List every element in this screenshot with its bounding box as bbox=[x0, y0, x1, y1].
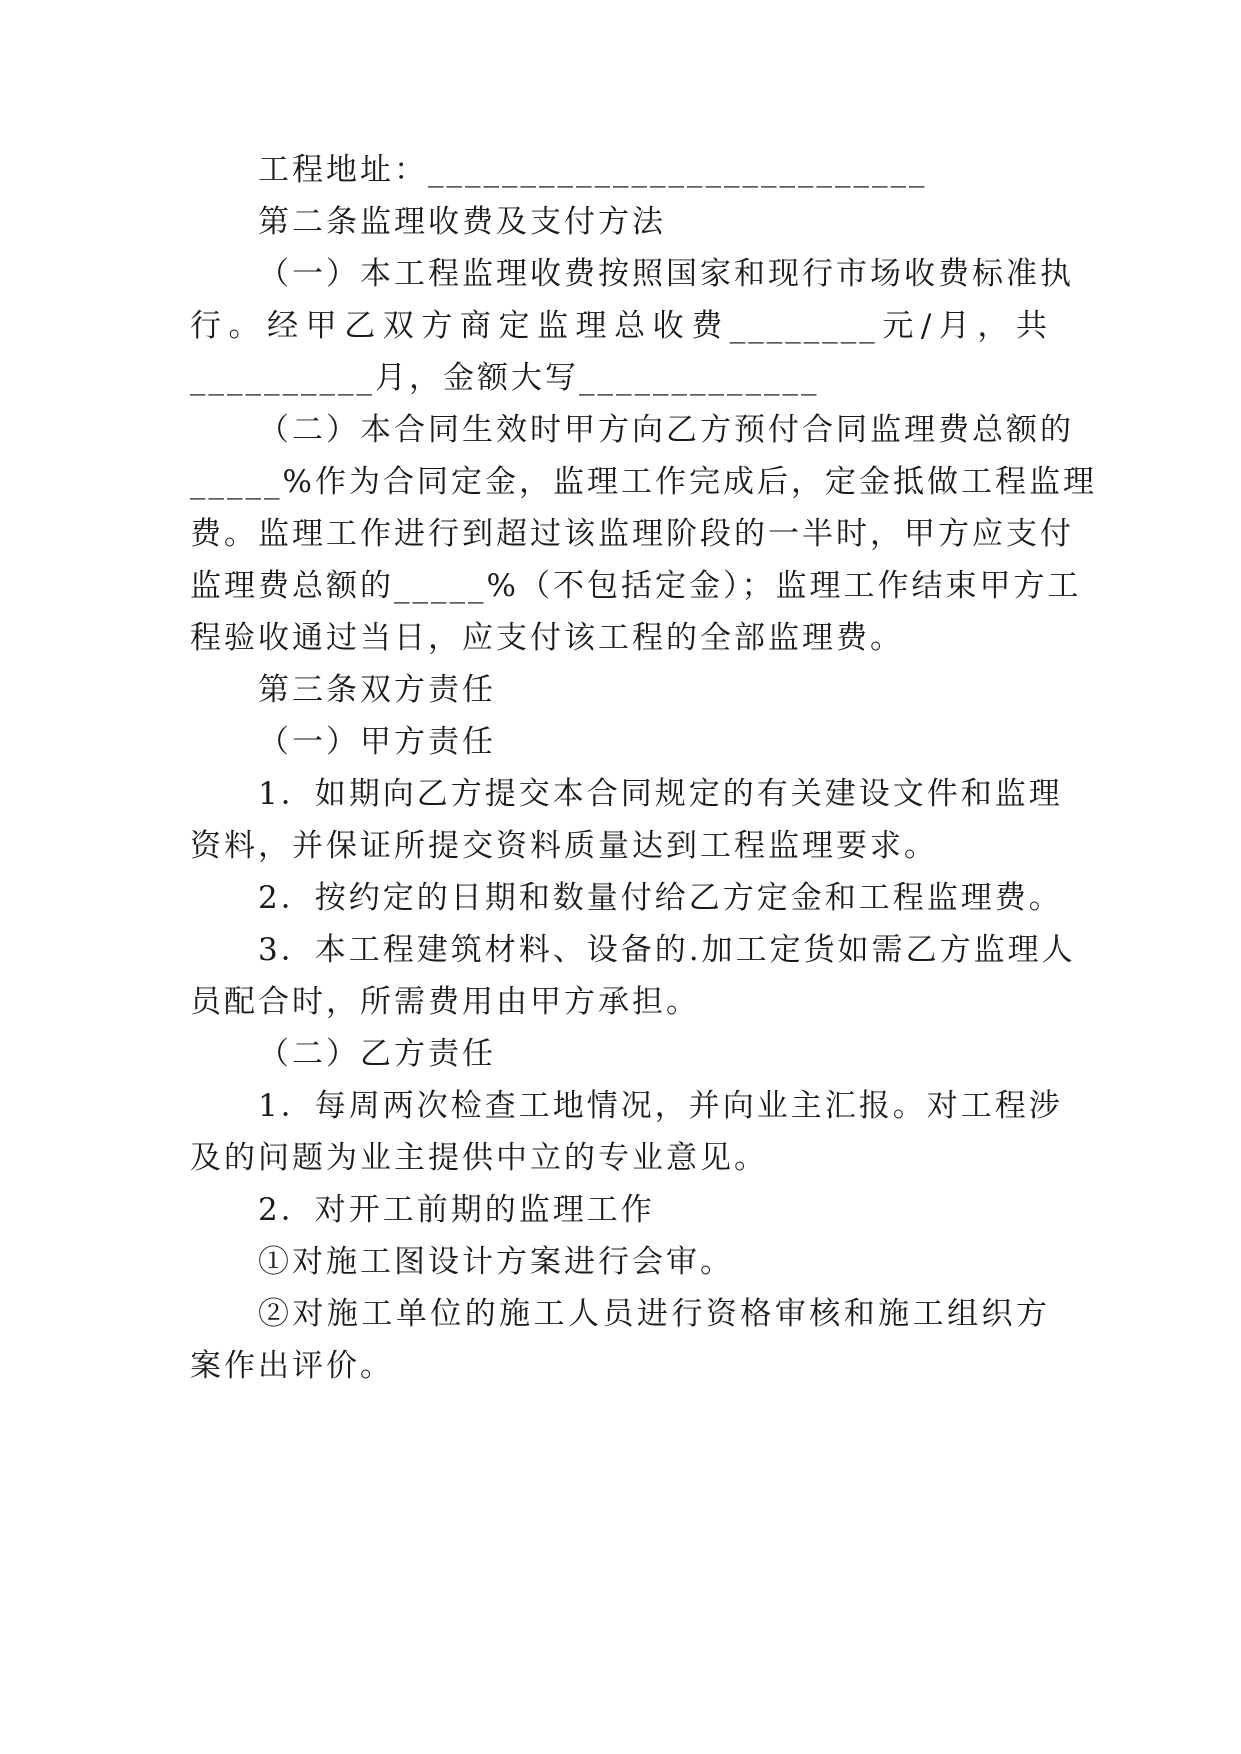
paragraph-line: （二）本合同生效时甲方向乙方预付合同监理费总额的 bbox=[258, 412, 1074, 448]
paragraph-line: 费。监理工作进行到超过该监理阶段的一半时，甲方应支付 bbox=[190, 516, 1074, 552]
list-item-line: 案作出评价。 bbox=[190, 1348, 394, 1384]
list-item-line: 3．本工程建筑材料、设备的.加工定货如需乙方监理人 bbox=[258, 932, 1076, 968]
list-item-line: 2．按约定的日期和数量付给乙方定金和工程监理费。 bbox=[258, 880, 1063, 916]
section-heading: （一）甲方责任 bbox=[258, 724, 496, 760]
list-item-line: ②对施工单位的施工人员进行资格审核和施工组织方 bbox=[258, 1296, 1050, 1332]
paragraph-line: 行。经甲乙双方商定监理总收费________元/月，共 bbox=[190, 308, 1050, 344]
list-item-line: 员配合时，所需费用由甲方承担。 bbox=[190, 984, 700, 1020]
list-item-line: 资料，并保证所提交资料质量达到工程监理要求。 bbox=[190, 828, 938, 864]
paragraph-line: （一）本工程监理收费按照国家和现行市场收费标准执 bbox=[258, 256, 1074, 292]
section-heading: （二）乙方责任 bbox=[258, 1036, 496, 1072]
list-item-line: 2．对开工前期的监理工作 bbox=[258, 1192, 655, 1228]
list-item-line: 及的问题为业主提供中立的专业意见。 bbox=[190, 1140, 768, 1176]
list-item-line: 1．如期向乙方提交本合同规定的有关建设文件和监理 bbox=[258, 776, 1063, 812]
article-2-heading: 第二条监理收费及支付方法 bbox=[258, 204, 666, 240]
paragraph-line: _____%作为合同定金，监理工作完成后，定金抵做工程监理 bbox=[190, 464, 1097, 500]
project-address-line: 工程地址：___________________________ bbox=[258, 152, 928, 188]
paragraph-line: 程验收通过当日，应支付该工程的全部监理费。 bbox=[190, 620, 904, 656]
paragraph-line: 监理费总额的_____%（不包括定金）；监理工作结束甲方工 bbox=[190, 568, 1082, 604]
article-3-heading: 第三条双方责任 bbox=[258, 672, 496, 708]
list-item-line: 1．每周两次检查工地情况，并向业主汇报。对工程涉 bbox=[258, 1088, 1063, 1124]
list-item-line: ①对施工图设计方案进行会审。 bbox=[258, 1244, 734, 1280]
paragraph-line: __________月，金额大写_____________ bbox=[190, 360, 820, 396]
